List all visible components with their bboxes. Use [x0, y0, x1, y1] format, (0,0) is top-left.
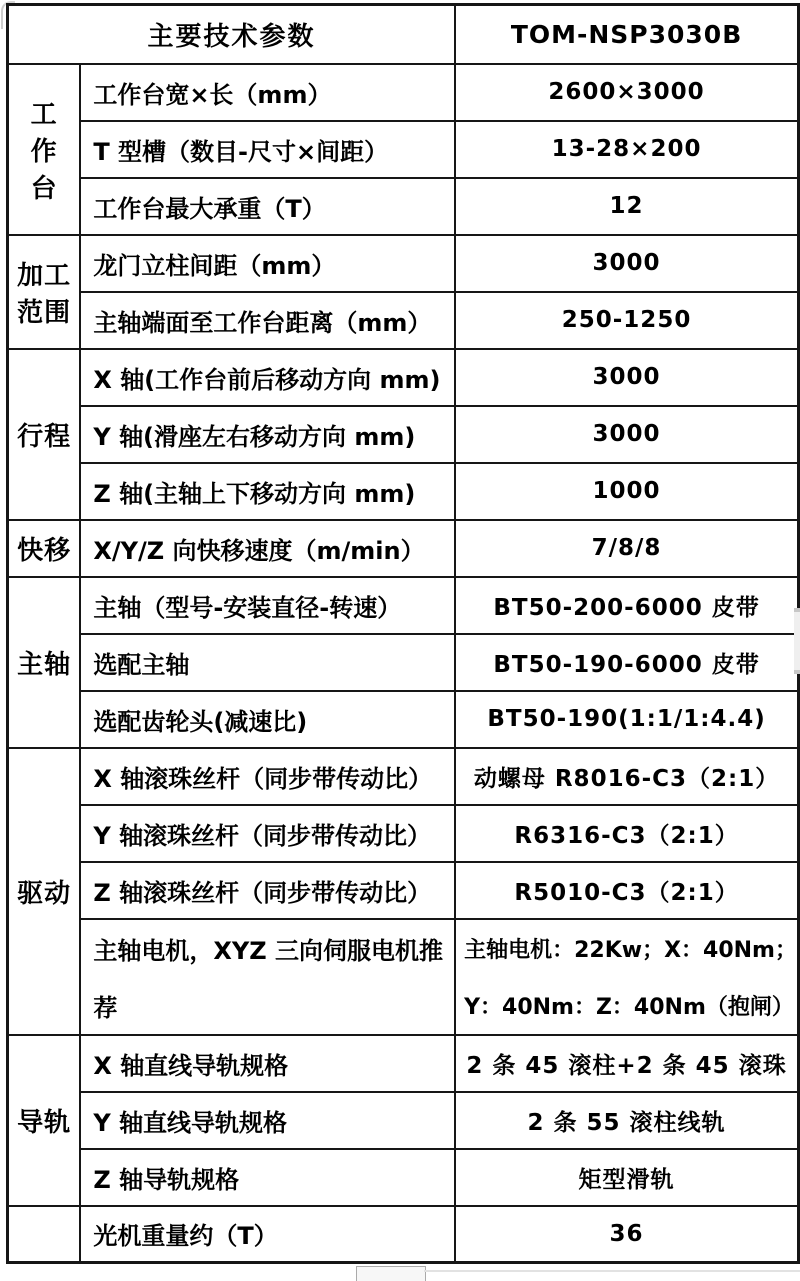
spec-row	[8, 235, 799, 292]
spec-row	[8, 1092, 799, 1149]
param-cell: 光机重量约（T）	[80, 1206, 455, 1263]
group-cell-work-range	[8, 235, 81, 349]
value-cell: 动螺母 R8016-C3（2:1）	[455, 748, 798, 805]
param-cell: 主轴端面至工作台距离（mm）	[80, 292, 455, 349]
spec-row	[8, 748, 799, 805]
param-cell: X 轴直线导轨规格	[80, 1035, 455, 1092]
group-label: 主轴	[17, 649, 72, 680]
group-cell-empty	[8, 1206, 81, 1263]
scrollbar-thumb-fragment[interactable]	[794, 608, 800, 674]
header-row	[8, 5, 799, 64]
group-cell-worktable	[8, 64, 81, 235]
group-cell-spindle	[8, 577, 81, 748]
spec-table	[6, 3, 800, 1264]
spec-row	[8, 1206, 799, 1263]
param-cell: 选配齿轮头(减速比)	[80, 691, 455, 748]
group-cell-rapid	[8, 520, 81, 577]
spec-row	[8, 292, 799, 349]
param-cell: 主轴（型号-安装直径-转速）	[80, 577, 455, 634]
param-cell: T 型槽（数目-尺寸×间距）	[80, 121, 455, 178]
param-cell: Z 轴导轨规格	[80, 1149, 455, 1206]
bottom-artifact-line	[424, 1270, 800, 1272]
group-label: 驱动	[17, 878, 72, 909]
scrollbar-tick	[794, 608, 800, 612]
param-cell: Y 轴(滑座左右移动方向 mm)	[80, 406, 455, 463]
group-label: 加工 范围	[17, 260, 72, 328]
bottom-artifact-box	[356, 1266, 426, 1281]
param-cell: X 轴(工作台前后移动方向 mm)	[80, 349, 455, 406]
spec-row	[8, 406, 799, 463]
value-cell: R6316-C3（2:1）	[455, 805, 798, 862]
value-cell: BT50-190-6000 皮带	[455, 634, 798, 691]
spec-row	[8, 805, 799, 862]
param-cell: 龙门立柱间距（mm）	[80, 235, 455, 292]
value-cell: BT50-200-6000 皮带	[455, 577, 798, 634]
header-param-title: 主要技术参数	[8, 5, 456, 64]
group-label: 行程	[17, 421, 72, 452]
param-cell: 工作台最大承重（T）	[80, 178, 455, 235]
group-label: 快移	[17, 535, 72, 566]
spec-row	[8, 463, 799, 520]
param-cell: 选配主轴	[80, 634, 455, 691]
value-cell: 3000	[455, 349, 798, 406]
value-cell: 2 条 45 滚柱+2 条 45 滚珠	[455, 1035, 798, 1092]
param-cell: X 轴滚珠丝杆（同步带传动比）	[80, 748, 455, 805]
param-cell: Y 轴滚珠丝杆（同步带传动比）	[80, 805, 455, 862]
param-cell: 工作台宽×长（mm）	[80, 64, 455, 121]
param-cell: 主轴电机，XYZ 三向伺服电机推 荐	[80, 919, 455, 1035]
group-label: 导轨	[17, 1107, 72, 1138]
group-cell-travel	[8, 349, 81, 520]
spec-row	[8, 1149, 799, 1206]
scrollbar-tick	[794, 670, 800, 674]
value-cell: 3000	[455, 235, 798, 292]
value-cell: 250-1250	[455, 292, 798, 349]
spec-row	[8, 520, 799, 577]
value-cell: 12	[455, 178, 798, 235]
spec-row	[8, 349, 799, 406]
header-model: TOM-NSP3030B	[455, 5, 798, 64]
spec-row	[8, 691, 799, 748]
spec-row	[8, 862, 799, 919]
param-cell: Y 轴直线导轨规格	[80, 1092, 455, 1149]
value-cell: 13-28×200	[455, 121, 798, 178]
spec-row	[8, 121, 799, 178]
spec-row-motors	[8, 919, 799, 1035]
spec-row	[8, 634, 799, 691]
value-cell: BT50-190(1:1/1:4.4)	[455, 691, 798, 748]
value-cell: 矩型滑轨	[455, 1149, 798, 1206]
spec-row	[8, 178, 799, 235]
group-label: 工 作 台	[30, 99, 58, 204]
spec-row	[8, 64, 799, 121]
param-cell: Z 轴滚珠丝杆（同步带传动比）	[80, 862, 455, 919]
group-cell-drive	[8, 748, 81, 1035]
value-cell: 1000	[455, 463, 798, 520]
value-cell: 2 条 55 滚柱线轨	[455, 1092, 798, 1149]
value-cell: R5010-C3（2:1）	[455, 862, 798, 919]
value-cell: 2600×3000	[455, 64, 798, 121]
value-cell: 7/8/8	[455, 520, 798, 577]
param-cell: X/Y/Z 向快移速度（m/min）	[80, 520, 455, 577]
group-cell-guideway	[8, 1035, 81, 1206]
value-cell: 3000	[455, 406, 798, 463]
value-cell: 36	[455, 1206, 798, 1263]
spec-row	[8, 577, 799, 634]
param-cell: Z 轴(主轴上下移动方向 mm)	[80, 463, 455, 520]
value-cell: 主轴电机：22Kw；X：40Nm； Y：40Nm：Z：40Nm（抱闸）	[455, 919, 798, 1035]
spec-row	[8, 1035, 799, 1092]
